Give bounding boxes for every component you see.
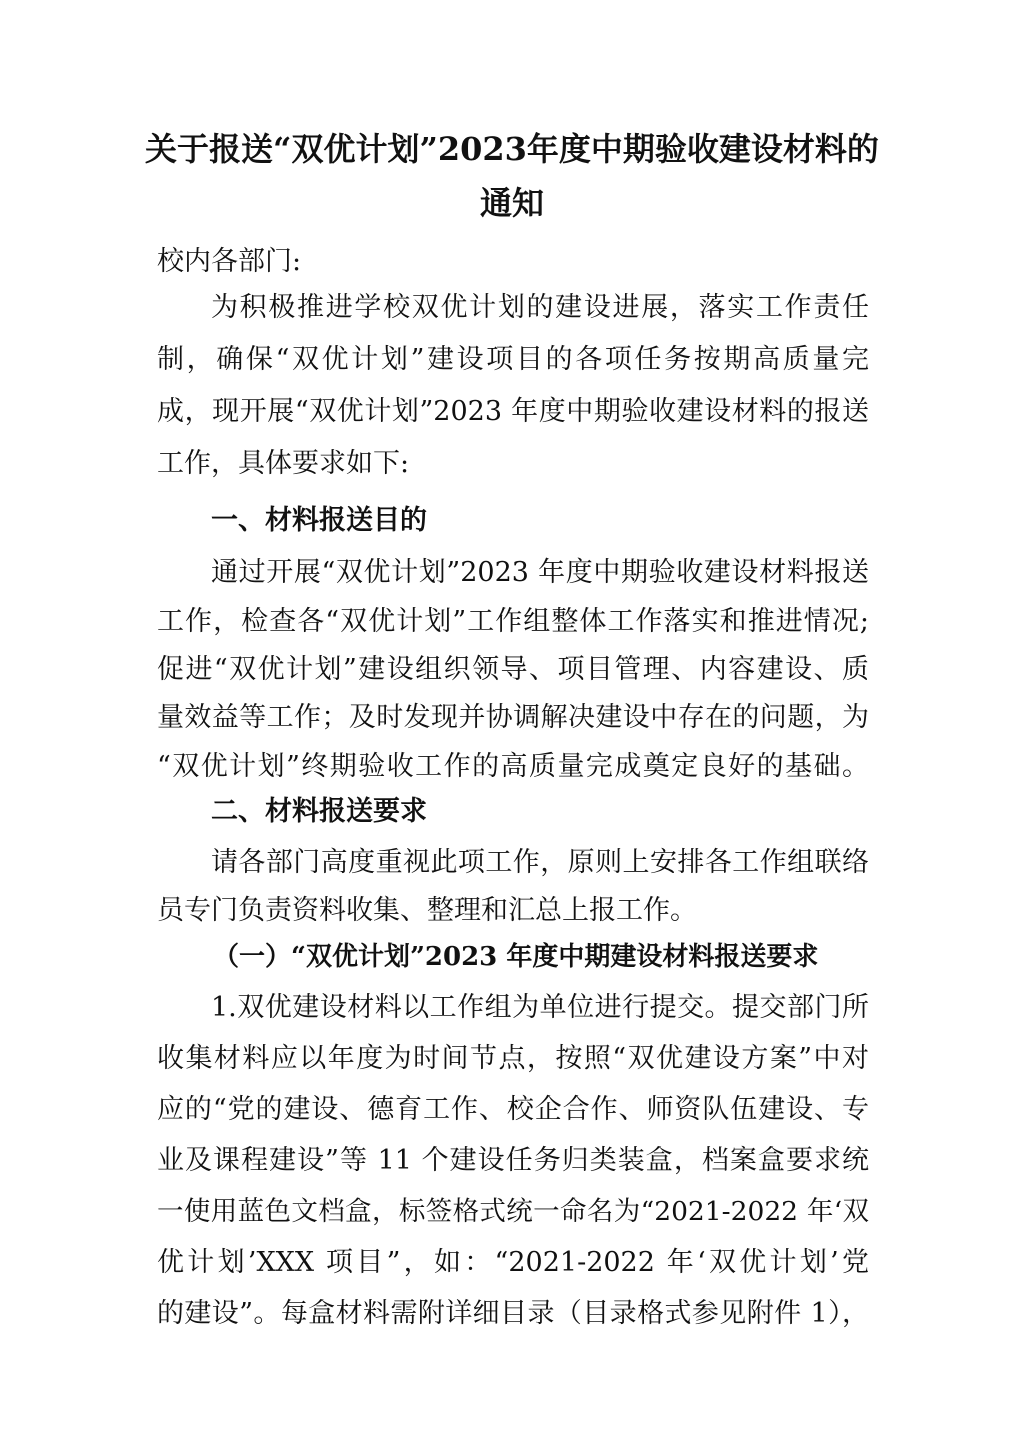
- section-1-line: 通过开展“双优计划”2023 年度中期验收建设材料报送: [211, 557, 869, 588]
- document-title-line-1: 关于报送“双优计划”2023年度中期验收建设材料的: [145, 130, 879, 168]
- intro-line: 成，现开展“双优计划”2023 年度中期验收建设材料的报送: [157, 396, 869, 427]
- section-1-heading: 一、材料报送目的: [211, 505, 427, 536]
- intro-line: 制，确保“双优计划”建设项目的各项任务按期高质量完: [157, 344, 869, 375]
- section-2-line: 员专门负责资料收集、整理和汇总上报工作。: [157, 895, 697, 926]
- subsection-1-heading: （一）“双优计划”2023 年度中期建设材料报送要求: [213, 942, 819, 972]
- intro-line: 工作，具体要求如下:: [157, 448, 410, 479]
- item-1-line: 1.双优建设材料以工作组为单位进行提交。提交部门所: [211, 992, 869, 1023]
- section-2-line: 请各部门高度重视此项工作，原则上安排各工作组联络: [211, 847, 869, 878]
- item-1-line: 的建设”。每盒材料需附详细目录（目录格式参见附件 1），: [157, 1298, 869, 1329]
- salutation: 校内各部门:: [157, 246, 302, 277]
- item-1-line: 优计划’XXX 项目”，如：“2021-2022 年‘双优计划’党: [157, 1247, 869, 1278]
- section-2-heading: 二、材料报送要求: [211, 796, 427, 827]
- section-1-line: 促进“双优计划”建设组织领导、项目管理、内容建设、质: [157, 654, 869, 685]
- intro-line: 为积极推进学校双优计划的建设进展，落实工作责任: [211, 292, 869, 323]
- document-title-line-2: 通知: [479, 184, 544, 222]
- item-1-line: 一使用蓝色文档盒，标签格式统一命名为“2021-2022 年‘双: [157, 1196, 869, 1227]
- section-1-line: “双优计划”终期验收工作的高质量完成奠定良好的基础。: [157, 751, 869, 782]
- item-1-line: 业及课程建设”等 11 个建设任务归类装盒，档案盒要求统: [157, 1145, 869, 1176]
- section-1-line: 量效益等工作；及时发现并协调解决建设中存在的问题，为: [157, 702, 869, 733]
- section-1-line: 工作，检查各“双优计划”工作组整体工作落实和推进情况;: [157, 606, 869, 637]
- item-1-line: 应的“党的建设、德育工作、校企合作、师资队伍建设、专: [157, 1094, 869, 1125]
- item-1-line: 收集材料应以年度为时间节点，按照“双优建设方案”中对: [157, 1043, 869, 1074]
